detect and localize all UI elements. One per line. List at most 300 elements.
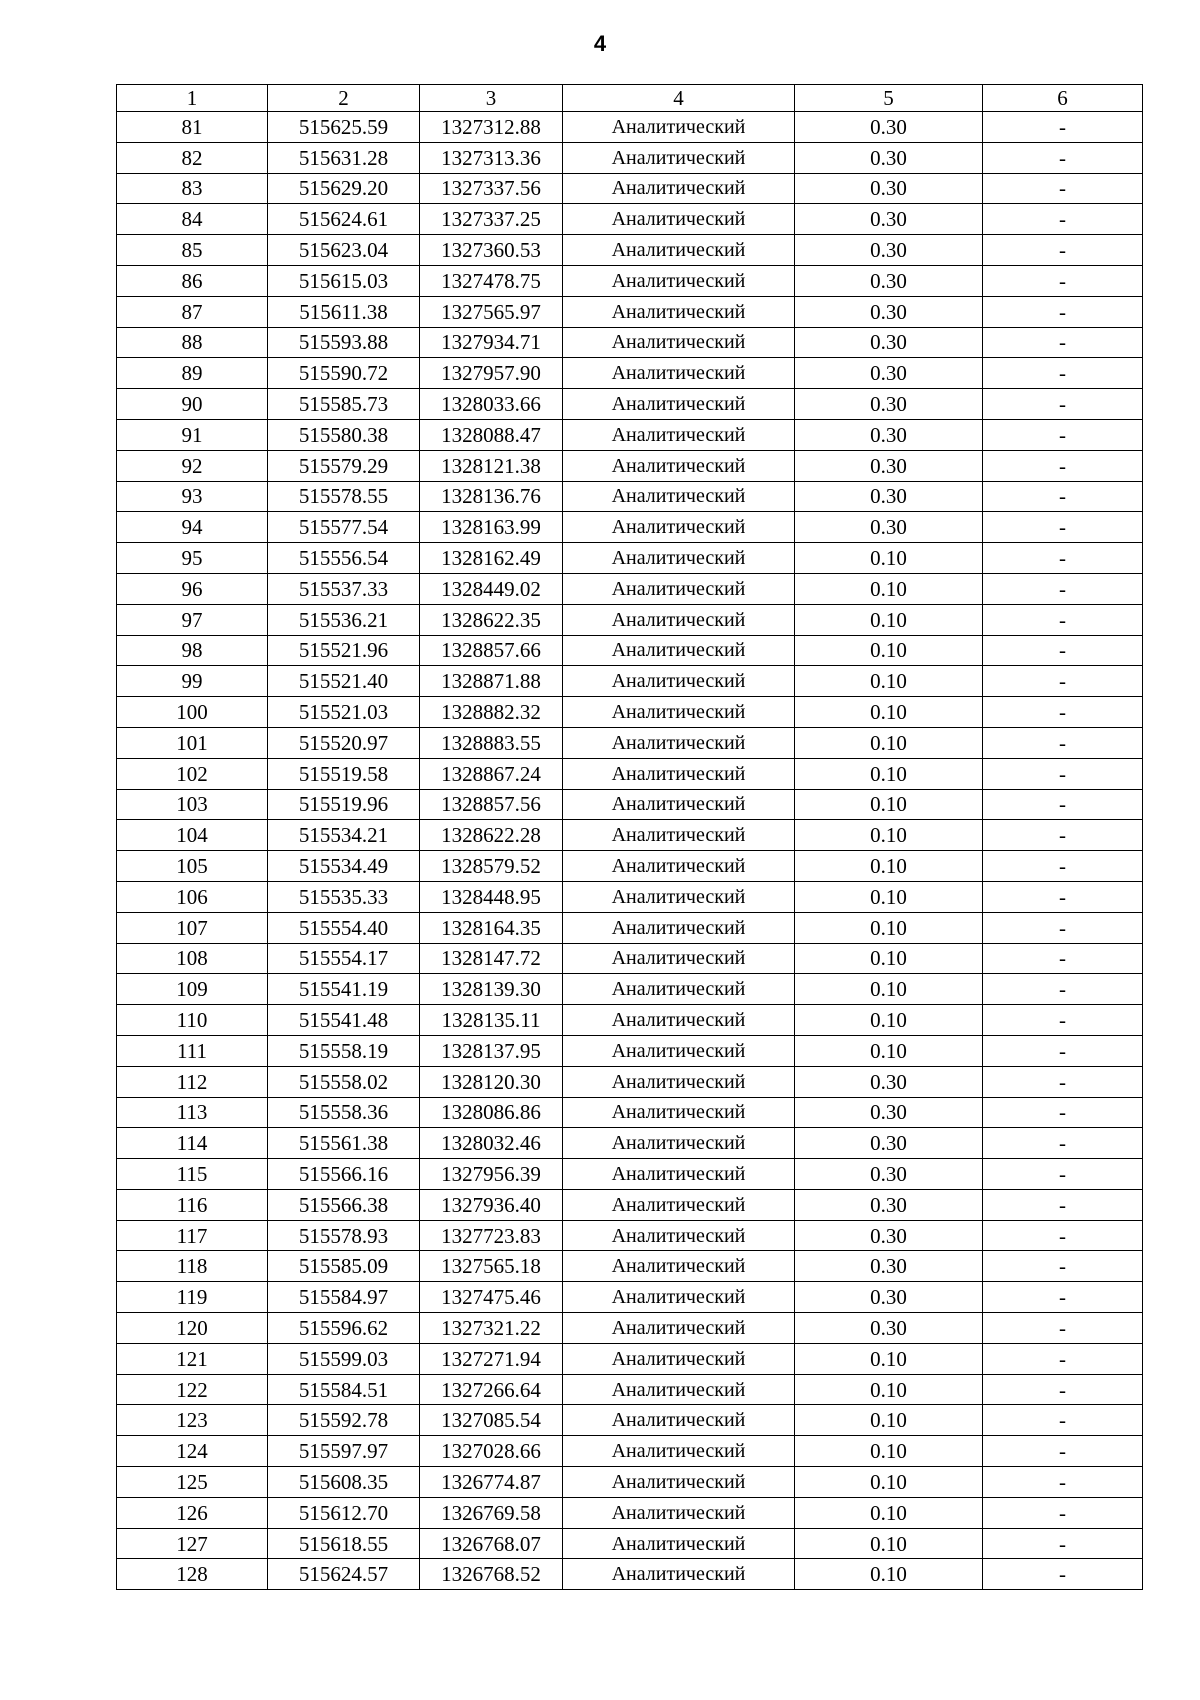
x-coordinate-cell: 515593.88 bbox=[268, 327, 420, 358]
method-cell: Аналитический bbox=[563, 974, 795, 1005]
note-cell: - bbox=[983, 1528, 1143, 1559]
table-row bbox=[117, 1497, 1143, 1528]
point-number-cell: 105 bbox=[117, 851, 268, 882]
method-cell: Аналитический bbox=[563, 543, 795, 574]
table-row bbox=[117, 235, 1143, 266]
note-cell: - bbox=[983, 1005, 1143, 1036]
point-number-cell: 92 bbox=[117, 450, 268, 481]
y-coordinate-cell: 1326769.58 bbox=[420, 1497, 563, 1528]
y-coordinate-cell: 1328147.72 bbox=[420, 943, 563, 974]
accuracy-cell: 0.30 bbox=[795, 389, 983, 420]
y-coordinate-cell: 1327565.18 bbox=[420, 1251, 563, 1282]
method-cell: Аналитический bbox=[563, 1189, 795, 1220]
method-cell: Аналитический bbox=[563, 789, 795, 820]
note-cell: - bbox=[983, 1405, 1143, 1436]
method-cell: Аналитический bbox=[563, 265, 795, 296]
note-cell: - bbox=[983, 389, 1143, 420]
table-row bbox=[117, 1559, 1143, 1590]
accuracy-cell: 0.10 bbox=[795, 727, 983, 758]
x-coordinate-cell: 515578.55 bbox=[268, 481, 420, 512]
note-cell: - bbox=[983, 697, 1143, 728]
note-cell: - bbox=[983, 1159, 1143, 1190]
table-row bbox=[117, 851, 1143, 882]
table-row bbox=[117, 697, 1143, 728]
accuracy-cell: 0.10 bbox=[795, 1035, 983, 1066]
table-row bbox=[117, 543, 1143, 574]
method-cell: Аналитический bbox=[563, 697, 795, 728]
table-body bbox=[117, 112, 1143, 1590]
x-coordinate-cell: 515577.54 bbox=[268, 512, 420, 543]
point-number-cell: 102 bbox=[117, 758, 268, 789]
method-cell: Аналитический bbox=[563, 419, 795, 450]
x-coordinate-cell: 515519.58 bbox=[268, 758, 420, 789]
point-number-cell: 104 bbox=[117, 820, 268, 851]
accuracy-cell: 0.10 bbox=[795, 1343, 983, 1374]
accuracy-cell: 0.10 bbox=[795, 851, 983, 882]
note-cell: - bbox=[983, 142, 1143, 173]
x-coordinate-cell: 515520.97 bbox=[268, 727, 420, 758]
note-cell: - bbox=[983, 1343, 1143, 1374]
x-coordinate-cell: 515629.20 bbox=[268, 173, 420, 204]
x-coordinate-cell: 515592.78 bbox=[268, 1405, 420, 1436]
table-row bbox=[117, 635, 1143, 666]
table-row bbox=[117, 1343, 1143, 1374]
point-number-cell: 100 bbox=[117, 697, 268, 728]
point-number-cell: 85 bbox=[117, 235, 268, 266]
note-cell: - bbox=[983, 358, 1143, 389]
accuracy-cell: 0.10 bbox=[795, 758, 983, 789]
method-cell: Аналитический bbox=[563, 1005, 795, 1036]
y-coordinate-cell: 1328136.76 bbox=[420, 481, 563, 512]
method-cell: Аналитический bbox=[563, 1497, 795, 1528]
table-row bbox=[117, 573, 1143, 604]
method-cell: Аналитический bbox=[563, 1467, 795, 1498]
note-cell: - bbox=[983, 604, 1143, 635]
x-coordinate-cell: 515584.97 bbox=[268, 1282, 420, 1313]
method-cell: Аналитический bbox=[563, 512, 795, 543]
method-cell: Аналитический bbox=[563, 573, 795, 604]
table-row bbox=[117, 1005, 1143, 1036]
point-number-cell: 117 bbox=[117, 1220, 268, 1251]
method-cell: Аналитический bbox=[563, 142, 795, 173]
point-number-cell: 114 bbox=[117, 1128, 268, 1159]
note-cell: - bbox=[983, 1374, 1143, 1405]
x-coordinate-cell: 515624.61 bbox=[268, 204, 420, 235]
table-row bbox=[117, 1128, 1143, 1159]
method-cell: Аналитический bbox=[563, 666, 795, 697]
accuracy-cell: 0.30 bbox=[795, 512, 983, 543]
column-header: 4 bbox=[563, 85, 795, 112]
x-coordinate-cell: 515534.21 bbox=[268, 820, 420, 851]
table-row bbox=[117, 204, 1143, 235]
note-cell: - bbox=[983, 265, 1143, 296]
accuracy-cell: 0.10 bbox=[795, 635, 983, 666]
point-number-cell: 118 bbox=[117, 1251, 268, 1282]
y-coordinate-cell: 1326774.87 bbox=[420, 1467, 563, 1498]
y-coordinate-cell: 1328032.46 bbox=[420, 1128, 563, 1159]
y-coordinate-cell: 1327028.66 bbox=[420, 1436, 563, 1467]
method-cell: Аналитический bbox=[563, 327, 795, 358]
table-row bbox=[117, 1220, 1143, 1251]
accuracy-cell: 0.30 bbox=[795, 1128, 983, 1159]
method-cell: Аналитический bbox=[563, 173, 795, 204]
point-number-cell: 120 bbox=[117, 1313, 268, 1344]
y-coordinate-cell: 1328448.95 bbox=[420, 881, 563, 912]
point-number-cell: 96 bbox=[117, 573, 268, 604]
x-coordinate-cell: 515558.36 bbox=[268, 1097, 420, 1128]
coordinates-table-container bbox=[116, 84, 1142, 1590]
note-cell: - bbox=[983, 573, 1143, 604]
accuracy-cell: 0.10 bbox=[795, 573, 983, 604]
table-row bbox=[117, 943, 1143, 974]
table-row bbox=[117, 1097, 1143, 1128]
note-cell: - bbox=[983, 112, 1143, 143]
point-number-cell: 86 bbox=[117, 265, 268, 296]
method-cell: Аналитический bbox=[563, 881, 795, 912]
note-cell: - bbox=[983, 758, 1143, 789]
point-number-cell: 106 bbox=[117, 881, 268, 912]
method-cell: Аналитический bbox=[563, 389, 795, 420]
table-row bbox=[117, 327, 1143, 358]
y-coordinate-cell: 1328449.02 bbox=[420, 573, 563, 604]
y-coordinate-cell: 1326768.52 bbox=[420, 1559, 563, 1590]
method-cell: Аналитический bbox=[563, 481, 795, 512]
table-row bbox=[117, 358, 1143, 389]
accuracy-cell: 0.30 bbox=[795, 1313, 983, 1344]
point-number-cell: 109 bbox=[117, 974, 268, 1005]
y-coordinate-cell: 1327936.40 bbox=[420, 1189, 563, 1220]
x-coordinate-cell: 515556.54 bbox=[268, 543, 420, 574]
point-number-cell: 126 bbox=[117, 1497, 268, 1528]
table-row bbox=[117, 1035, 1143, 1066]
table-row bbox=[117, 820, 1143, 851]
method-cell: Аналитический bbox=[563, 358, 795, 389]
x-coordinate-cell: 515537.33 bbox=[268, 573, 420, 604]
x-coordinate-cell: 515599.03 bbox=[268, 1343, 420, 1374]
point-number-cell: 108 bbox=[117, 943, 268, 974]
x-coordinate-cell: 515596.62 bbox=[268, 1313, 420, 1344]
note-cell: - bbox=[983, 666, 1143, 697]
note-cell: - bbox=[983, 1467, 1143, 1498]
y-coordinate-cell: 1327313.36 bbox=[420, 142, 563, 173]
point-number-cell: 91 bbox=[117, 419, 268, 450]
table-row bbox=[117, 512, 1143, 543]
y-coordinate-cell: 1328033.66 bbox=[420, 389, 563, 420]
y-coordinate-cell: 1327271.94 bbox=[420, 1343, 563, 1374]
accuracy-cell: 0.10 bbox=[795, 974, 983, 1005]
method-cell: Аналитический bbox=[563, 1343, 795, 1374]
point-number-cell: 93 bbox=[117, 481, 268, 512]
column-header: 1 bbox=[117, 85, 268, 112]
x-coordinate-cell: 515618.55 bbox=[268, 1528, 420, 1559]
point-number-cell: 82 bbox=[117, 142, 268, 173]
x-coordinate-cell: 515578.93 bbox=[268, 1220, 420, 1251]
method-cell: Аналитический bbox=[563, 296, 795, 327]
x-coordinate-cell: 515580.38 bbox=[268, 419, 420, 450]
note-cell: - bbox=[983, 635, 1143, 666]
method-cell: Аналитический bbox=[563, 943, 795, 974]
method-cell: Аналитический bbox=[563, 1405, 795, 1436]
note-cell: - bbox=[983, 912, 1143, 943]
table-row bbox=[117, 912, 1143, 943]
y-coordinate-cell: 1327085.54 bbox=[420, 1405, 563, 1436]
method-cell: Аналитический bbox=[563, 1066, 795, 1097]
y-coordinate-cell: 1328086.86 bbox=[420, 1097, 563, 1128]
note-cell: - bbox=[983, 727, 1143, 758]
note-cell: - bbox=[983, 1097, 1143, 1128]
point-number-cell: 99 bbox=[117, 666, 268, 697]
x-coordinate-cell: 515566.16 bbox=[268, 1159, 420, 1190]
accuracy-cell: 0.10 bbox=[795, 666, 983, 697]
x-coordinate-cell: 515536.21 bbox=[268, 604, 420, 635]
y-coordinate-cell: 1328135.11 bbox=[420, 1005, 563, 1036]
point-number-cell: 125 bbox=[117, 1467, 268, 1498]
point-number-cell: 128 bbox=[117, 1559, 268, 1590]
method-cell: Аналитический bbox=[563, 727, 795, 758]
note-cell: - bbox=[983, 974, 1143, 1005]
accuracy-cell: 0.30 bbox=[795, 358, 983, 389]
x-coordinate-cell: 515590.72 bbox=[268, 358, 420, 389]
y-coordinate-cell: 1328883.55 bbox=[420, 727, 563, 758]
note-cell: - bbox=[983, 1066, 1143, 1097]
y-coordinate-cell: 1327934.71 bbox=[420, 327, 563, 358]
table-row bbox=[117, 1159, 1143, 1190]
page-number: 4 bbox=[593, 31, 607, 56]
note-cell: - bbox=[983, 543, 1143, 574]
y-coordinate-cell: 1328162.49 bbox=[420, 543, 563, 574]
accuracy-cell: 0.10 bbox=[795, 543, 983, 574]
point-number-cell: 121 bbox=[117, 1343, 268, 1374]
note-cell: - bbox=[983, 1128, 1143, 1159]
x-coordinate-cell: 515535.33 bbox=[268, 881, 420, 912]
accuracy-cell: 0.30 bbox=[795, 1159, 983, 1190]
table-row bbox=[117, 450, 1143, 481]
x-coordinate-cell: 515521.40 bbox=[268, 666, 420, 697]
table-row bbox=[117, 881, 1143, 912]
table-row bbox=[117, 265, 1143, 296]
y-coordinate-cell: 1327312.88 bbox=[420, 112, 563, 143]
accuracy-cell: 0.10 bbox=[795, 1528, 983, 1559]
x-coordinate-cell: 515554.40 bbox=[268, 912, 420, 943]
note-cell: - bbox=[983, 1035, 1143, 1066]
method-cell: Аналитический bbox=[563, 1313, 795, 1344]
accuracy-cell: 0.30 bbox=[795, 481, 983, 512]
accuracy-cell: 0.10 bbox=[795, 604, 983, 635]
y-coordinate-cell: 1327337.25 bbox=[420, 204, 563, 235]
y-coordinate-cell: 1328121.38 bbox=[420, 450, 563, 481]
point-number-cell: 119 bbox=[117, 1282, 268, 1313]
method-cell: Аналитический bbox=[563, 1035, 795, 1066]
y-coordinate-cell: 1328622.35 bbox=[420, 604, 563, 635]
accuracy-cell: 0.10 bbox=[795, 697, 983, 728]
method-cell: Аналитический bbox=[563, 851, 795, 882]
table-row bbox=[117, 666, 1143, 697]
method-cell: Аналитический bbox=[563, 204, 795, 235]
table-row bbox=[117, 789, 1143, 820]
table-row bbox=[117, 1189, 1143, 1220]
accuracy-cell: 0.10 bbox=[795, 1436, 983, 1467]
note-cell: - bbox=[983, 512, 1143, 543]
column-header: 5 bbox=[795, 85, 983, 112]
point-number-cell: 98 bbox=[117, 635, 268, 666]
y-coordinate-cell: 1328139.30 bbox=[420, 974, 563, 1005]
method-cell: Аналитический bbox=[563, 1559, 795, 1590]
y-coordinate-cell: 1327475.46 bbox=[420, 1282, 563, 1313]
method-cell: Аналитический bbox=[563, 1128, 795, 1159]
accuracy-cell: 0.30 bbox=[795, 450, 983, 481]
method-cell: Аналитический bbox=[563, 235, 795, 266]
column-header: 3 bbox=[420, 85, 563, 112]
table-row bbox=[117, 1313, 1143, 1344]
note-cell: - bbox=[983, 173, 1143, 204]
x-coordinate-cell: 515558.02 bbox=[268, 1066, 420, 1097]
point-number-cell: 123 bbox=[117, 1405, 268, 1436]
note-cell: - bbox=[983, 327, 1143, 358]
note-cell: - bbox=[983, 1497, 1143, 1528]
y-coordinate-cell: 1328120.30 bbox=[420, 1066, 563, 1097]
table-header bbox=[117, 85, 1143, 112]
table-row bbox=[117, 142, 1143, 173]
accuracy-cell: 0.30 bbox=[795, 327, 983, 358]
x-coordinate-cell: 515541.19 bbox=[268, 974, 420, 1005]
accuracy-cell: 0.30 bbox=[795, 296, 983, 327]
accuracy-cell: 0.10 bbox=[795, 1005, 983, 1036]
x-coordinate-cell: 515579.29 bbox=[268, 450, 420, 481]
accuracy-cell: 0.30 bbox=[795, 419, 983, 450]
table-row bbox=[117, 112, 1143, 143]
point-number-cell: 94 bbox=[117, 512, 268, 543]
x-coordinate-cell: 515534.49 bbox=[268, 851, 420, 882]
y-coordinate-cell: 1328164.35 bbox=[420, 912, 563, 943]
method-cell: Аналитический bbox=[563, 1251, 795, 1282]
point-number-cell: 83 bbox=[117, 173, 268, 204]
column-header: 6 bbox=[983, 85, 1143, 112]
y-coordinate-cell: 1328882.32 bbox=[420, 697, 563, 728]
note-cell: - bbox=[983, 1313, 1143, 1344]
accuracy-cell: 0.10 bbox=[795, 1374, 983, 1405]
note-cell: - bbox=[983, 1220, 1143, 1251]
method-cell: Аналитический bbox=[563, 112, 795, 143]
x-coordinate-cell: 515597.97 bbox=[268, 1436, 420, 1467]
y-coordinate-cell: 1327321.22 bbox=[420, 1313, 563, 1344]
accuracy-cell: 0.30 bbox=[795, 1066, 983, 1097]
x-coordinate-cell: 515624.57 bbox=[268, 1559, 420, 1590]
table-row bbox=[117, 389, 1143, 420]
table-row bbox=[117, 1528, 1143, 1559]
x-coordinate-cell: 515585.73 bbox=[268, 389, 420, 420]
accuracy-cell: 0.10 bbox=[795, 881, 983, 912]
table-row bbox=[117, 1282, 1143, 1313]
note-cell: - bbox=[983, 1251, 1143, 1282]
accuracy-cell: 0.30 bbox=[795, 1189, 983, 1220]
method-cell: Аналитический bbox=[563, 1159, 795, 1190]
point-number-cell: 124 bbox=[117, 1436, 268, 1467]
accuracy-cell: 0.30 bbox=[795, 142, 983, 173]
table-row bbox=[117, 1374, 1143, 1405]
point-number-cell: 101 bbox=[117, 727, 268, 758]
note-cell: - bbox=[983, 296, 1143, 327]
method-cell: Аналитический bbox=[563, 1220, 795, 1251]
accuracy-cell: 0.30 bbox=[795, 204, 983, 235]
x-coordinate-cell: 515519.96 bbox=[268, 789, 420, 820]
table-row bbox=[117, 481, 1143, 512]
accuracy-cell: 0.10 bbox=[795, 1405, 983, 1436]
point-number-cell: 115 bbox=[117, 1159, 268, 1190]
x-coordinate-cell: 515625.59 bbox=[268, 112, 420, 143]
accuracy-cell: 0.30 bbox=[795, 112, 983, 143]
accuracy-cell: 0.10 bbox=[795, 1467, 983, 1498]
method-cell: Аналитический bbox=[563, 604, 795, 635]
y-coordinate-cell: 1328137.95 bbox=[420, 1035, 563, 1066]
point-number-cell: 90 bbox=[117, 389, 268, 420]
point-number-cell: 87 bbox=[117, 296, 268, 327]
y-coordinate-cell: 1327266.64 bbox=[420, 1374, 563, 1405]
y-coordinate-cell: 1328088.47 bbox=[420, 419, 563, 450]
accuracy-cell: 0.10 bbox=[795, 912, 983, 943]
point-number-cell: 116 bbox=[117, 1189, 268, 1220]
point-number-cell: 81 bbox=[117, 112, 268, 143]
method-cell: Аналитический bbox=[563, 1436, 795, 1467]
point-number-cell: 113 bbox=[117, 1097, 268, 1128]
table-row bbox=[117, 604, 1143, 635]
y-coordinate-cell: 1327565.97 bbox=[420, 296, 563, 327]
table-header-row bbox=[117, 85, 1143, 112]
point-number-cell: 97 bbox=[117, 604, 268, 635]
accuracy-cell: 0.30 bbox=[795, 1251, 983, 1282]
point-number-cell: 111 bbox=[117, 1035, 268, 1066]
point-number-cell: 127 bbox=[117, 1528, 268, 1559]
x-coordinate-cell: 515566.38 bbox=[268, 1189, 420, 1220]
accuracy-cell: 0.30 bbox=[795, 173, 983, 204]
note-cell: - bbox=[983, 1559, 1143, 1590]
note-cell: - bbox=[983, 820, 1143, 851]
accuracy-cell: 0.10 bbox=[795, 1497, 983, 1528]
x-coordinate-cell: 515623.04 bbox=[268, 235, 420, 266]
y-coordinate-cell: 1327478.75 bbox=[420, 265, 563, 296]
table-row bbox=[117, 974, 1143, 1005]
table-row bbox=[117, 1251, 1143, 1282]
accuracy-cell: 0.10 bbox=[795, 820, 983, 851]
x-coordinate-cell: 515615.03 bbox=[268, 265, 420, 296]
y-coordinate-cell: 1326768.07 bbox=[420, 1528, 563, 1559]
note-cell: - bbox=[983, 1189, 1143, 1220]
accuracy-cell: 0.30 bbox=[795, 1097, 983, 1128]
y-coordinate-cell: 1328871.88 bbox=[420, 666, 563, 697]
accuracy-cell: 0.10 bbox=[795, 789, 983, 820]
y-coordinate-cell: 1327723.83 bbox=[420, 1220, 563, 1251]
y-coordinate-cell: 1328857.56 bbox=[420, 789, 563, 820]
method-cell: Аналитический bbox=[563, 912, 795, 943]
accuracy-cell: 0.30 bbox=[795, 265, 983, 296]
table-row bbox=[117, 1436, 1143, 1467]
table-row bbox=[117, 1405, 1143, 1436]
point-number-cell: 110 bbox=[117, 1005, 268, 1036]
note-cell: - bbox=[983, 450, 1143, 481]
x-coordinate-cell: 515611.38 bbox=[268, 296, 420, 327]
table-row bbox=[117, 296, 1143, 327]
x-coordinate-cell: 515521.96 bbox=[268, 635, 420, 666]
table-row bbox=[117, 173, 1143, 204]
accuracy-cell: 0.10 bbox=[795, 1559, 983, 1590]
table-row bbox=[117, 758, 1143, 789]
x-coordinate-cell: 515584.51 bbox=[268, 1374, 420, 1405]
y-coordinate-cell: 1328163.99 bbox=[420, 512, 563, 543]
x-coordinate-cell: 515541.48 bbox=[268, 1005, 420, 1036]
accuracy-cell: 0.30 bbox=[795, 1282, 983, 1313]
note-cell: - bbox=[983, 789, 1143, 820]
note-cell: - bbox=[983, 419, 1143, 450]
y-coordinate-cell: 1327957.90 bbox=[420, 358, 563, 389]
